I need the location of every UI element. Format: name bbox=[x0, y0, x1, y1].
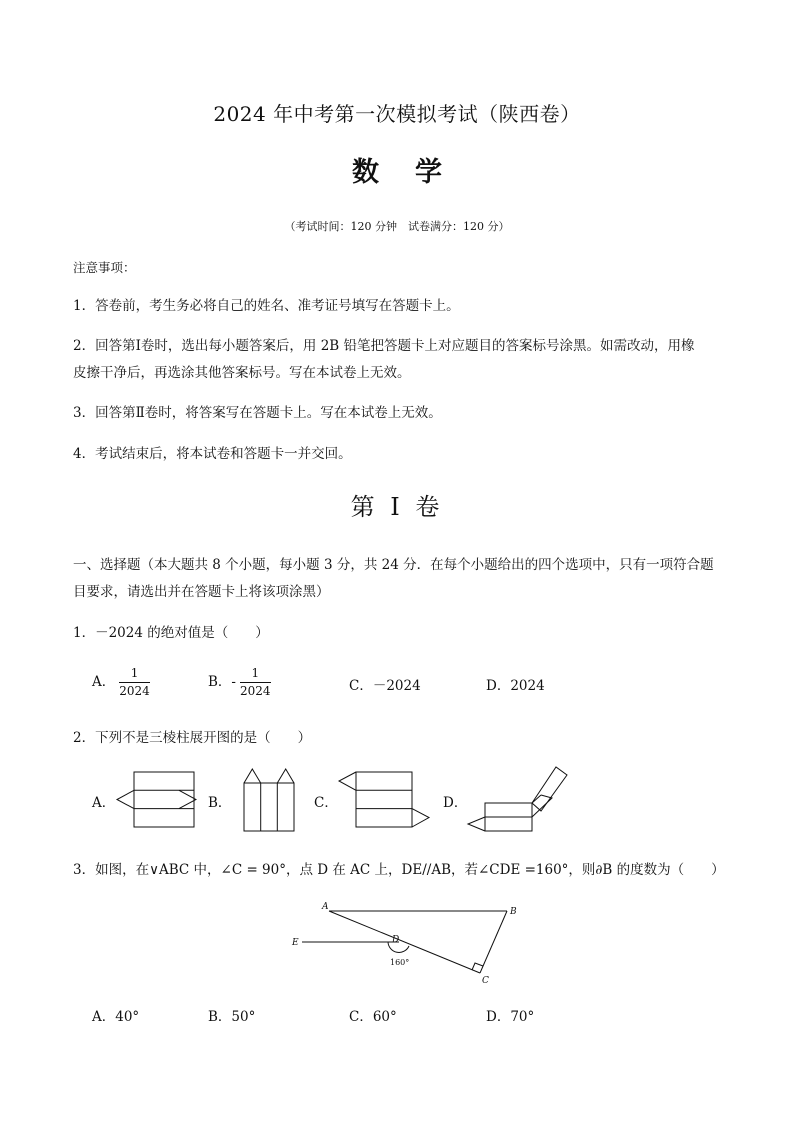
q2-figure-c bbox=[336, 770, 434, 830]
exam-title: 2024 年中考第一次模拟考试（陕西卷） bbox=[213, 102, 581, 126]
q3-option-b: B．50° bbox=[208, 1009, 256, 1025]
angle-160-label: 160° bbox=[390, 958, 410, 967]
q1-option-b-numerator: 1 bbox=[240, 666, 271, 683]
q1-option-a-denominator: 2024 bbox=[119, 684, 150, 698]
section-intro-line-1: 一、选择题（本大题共 8 个小题，每小题 3 分，共 24 分．在每个小题给出的四个选项中，只有一项符合题 bbox=[73, 557, 714, 573]
exam-info: （考试时间：120 分钟 试卷满分：120 分） bbox=[284, 220, 510, 233]
q1-option-c: C．－2024 bbox=[349, 678, 421, 694]
q2-figure-d bbox=[465, 764, 570, 836]
q3-figure bbox=[286, 896, 526, 986]
q2-stem: 2．下列不是三棱柱展开图的是（ ） bbox=[73, 730, 312, 746]
q2-figure-a bbox=[115, 770, 197, 830]
segment-bc bbox=[480, 911, 507, 973]
q1-stem: 1．－2024 的绝对值是（ ） bbox=[73, 625, 269, 641]
section-title: 第 I 卷 bbox=[350, 493, 444, 521]
note-item-2-line-1: 2．回答第Ⅰ卷时，选出每小题答案后，用 2B 铅笔把答题卡上对应题目的答案标号涂黑。如需改动，用橡 bbox=[73, 338, 695, 354]
point-c-label: C bbox=[482, 976, 489, 986]
subject-title: 数学 bbox=[352, 157, 478, 188]
q2-figure-b bbox=[242, 767, 298, 833]
q3-option-d: D．70° bbox=[486, 1009, 535, 1025]
q1-option-b-denominator: 2024 bbox=[239, 684, 271, 698]
q3-option-c: C．60° bbox=[349, 1009, 397, 1025]
point-b-label: B bbox=[510, 907, 517, 917]
q3-stem: 3．如图，在∨ABC 中，∠C = 90°，点 D 在 AC 上，DE//AB，若∠CDE =160°，则∂B 的度数为（ ） bbox=[73, 862, 725, 878]
note-item-1: 1．答卷前，考生务必将自己的姓名、准考证号填写在答题卡上。 bbox=[73, 298, 460, 314]
q1-option-a-fraction bbox=[119, 666, 150, 699]
note-item-2-line-2: 皮擦干净后，再选涂其他答案标号。写在本试卷上无效。 bbox=[73, 365, 411, 381]
point-d-label: D bbox=[392, 935, 400, 945]
q1-option-b-fraction bbox=[240, 666, 271, 699]
section-intro-line-2: 目要求，请选出并在答题卡上将该项涂黑） bbox=[73, 584, 330, 600]
note-item-4: 4．考试结束后，将本试卷和答题卡一并交回。 bbox=[73, 446, 352, 462]
note-item-3: 3．回答第Ⅱ卷时，将答案写在答题卡上。写在本试卷上无效。 bbox=[73, 405, 442, 421]
q1-option-b-label: B．- bbox=[208, 674, 236, 690]
q1-option-a-numerator: 1 bbox=[119, 666, 150, 683]
point-a-label: A bbox=[322, 902, 329, 912]
q2-option-d-label: D． bbox=[443, 795, 468, 811]
q1-option-d: D．2024 bbox=[486, 678, 545, 694]
q1-option-a bbox=[92, 666, 150, 699]
q3-option-a: A．40° bbox=[92, 1009, 140, 1025]
q1-option-b bbox=[208, 666, 271, 699]
q2-option-b-label: B． bbox=[208, 795, 232, 811]
q2-option-c-label: C． bbox=[314, 795, 338, 811]
q1-option-a-label: A． bbox=[92, 674, 116, 690]
notes-heading: 注意事项： bbox=[73, 260, 136, 275]
q2-option-a-label: A． bbox=[92, 795, 116, 811]
point-e-label: E bbox=[292, 938, 299, 948]
